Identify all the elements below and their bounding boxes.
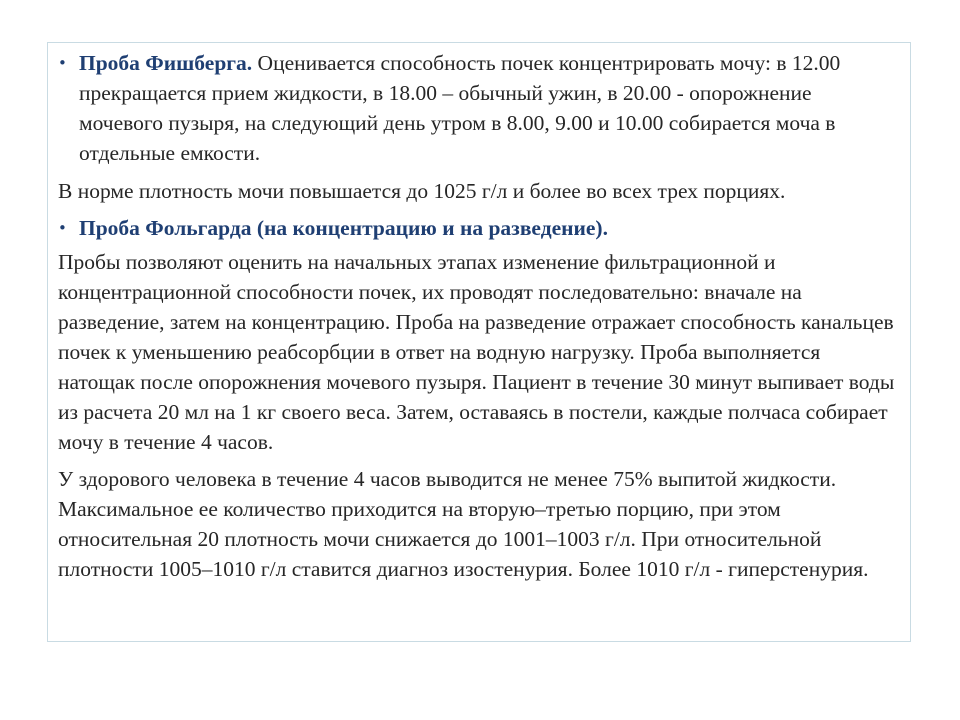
bullet-folgard xyxy=(58,213,898,243)
fishberg-text: Оценивается способность почек концентрировать мочу: в 12.00 прекращается прием жидкости, в 18.00 – обычный ужин, в 20.00 - опорожнение мочевого пузыря, на следующий день утром в 8.00, 9.00 и 10.00 собирается моча в отдельные емкости. xyxy=(79,51,841,165)
bullet-dot-icon: • xyxy=(58,219,67,237)
healthy-paragraph: У здорового человека в течение 4 часов выводится не менее 75% выпитой жидкости. Максимальное ее количество приходится на вторую–третью порцию, при этом относительная 20 плотность мочи снижается до 1001–1003 г/л. При относительной плотности 1005–1010 г/л ставится диагноз изостенурия. Более 1010 г/л - гиперстенурия. xyxy=(58,467,869,581)
folgard-term: Проба Фольгарда (на концентрацию и на разведение). xyxy=(79,216,608,240)
norm-paragraph: В норме плотность мочи повышается до 1025 г/л и более во всех трех порциях. xyxy=(58,179,786,203)
bullet-dot-icon: • xyxy=(58,54,67,72)
bullet-fishberg xyxy=(58,48,898,168)
tests-paragraph: Пробы позволяют оценить на начальных этапах изменение фильтрационной и концентрационной способности почек, их проводят последовательно: вначале на разведение, затем на концентрацию. Проба на разведение отражает способность канальцев почек к уменьшению реабсорбции в ответ на водную нагрузку. Проба выполняется натощак после опорожнения мочевого пузыря. Пациент в течение 30 минут выпивает воды из расчета 20 мл на 1 кг своего веса. Затем, оставаясь в постели, каждые полчаса собирает мочу в течение 4 часов. xyxy=(58,250,895,454)
fishberg-term: Проба Фишберга. xyxy=(79,51,253,75)
slide-text xyxy=(58,48,898,584)
